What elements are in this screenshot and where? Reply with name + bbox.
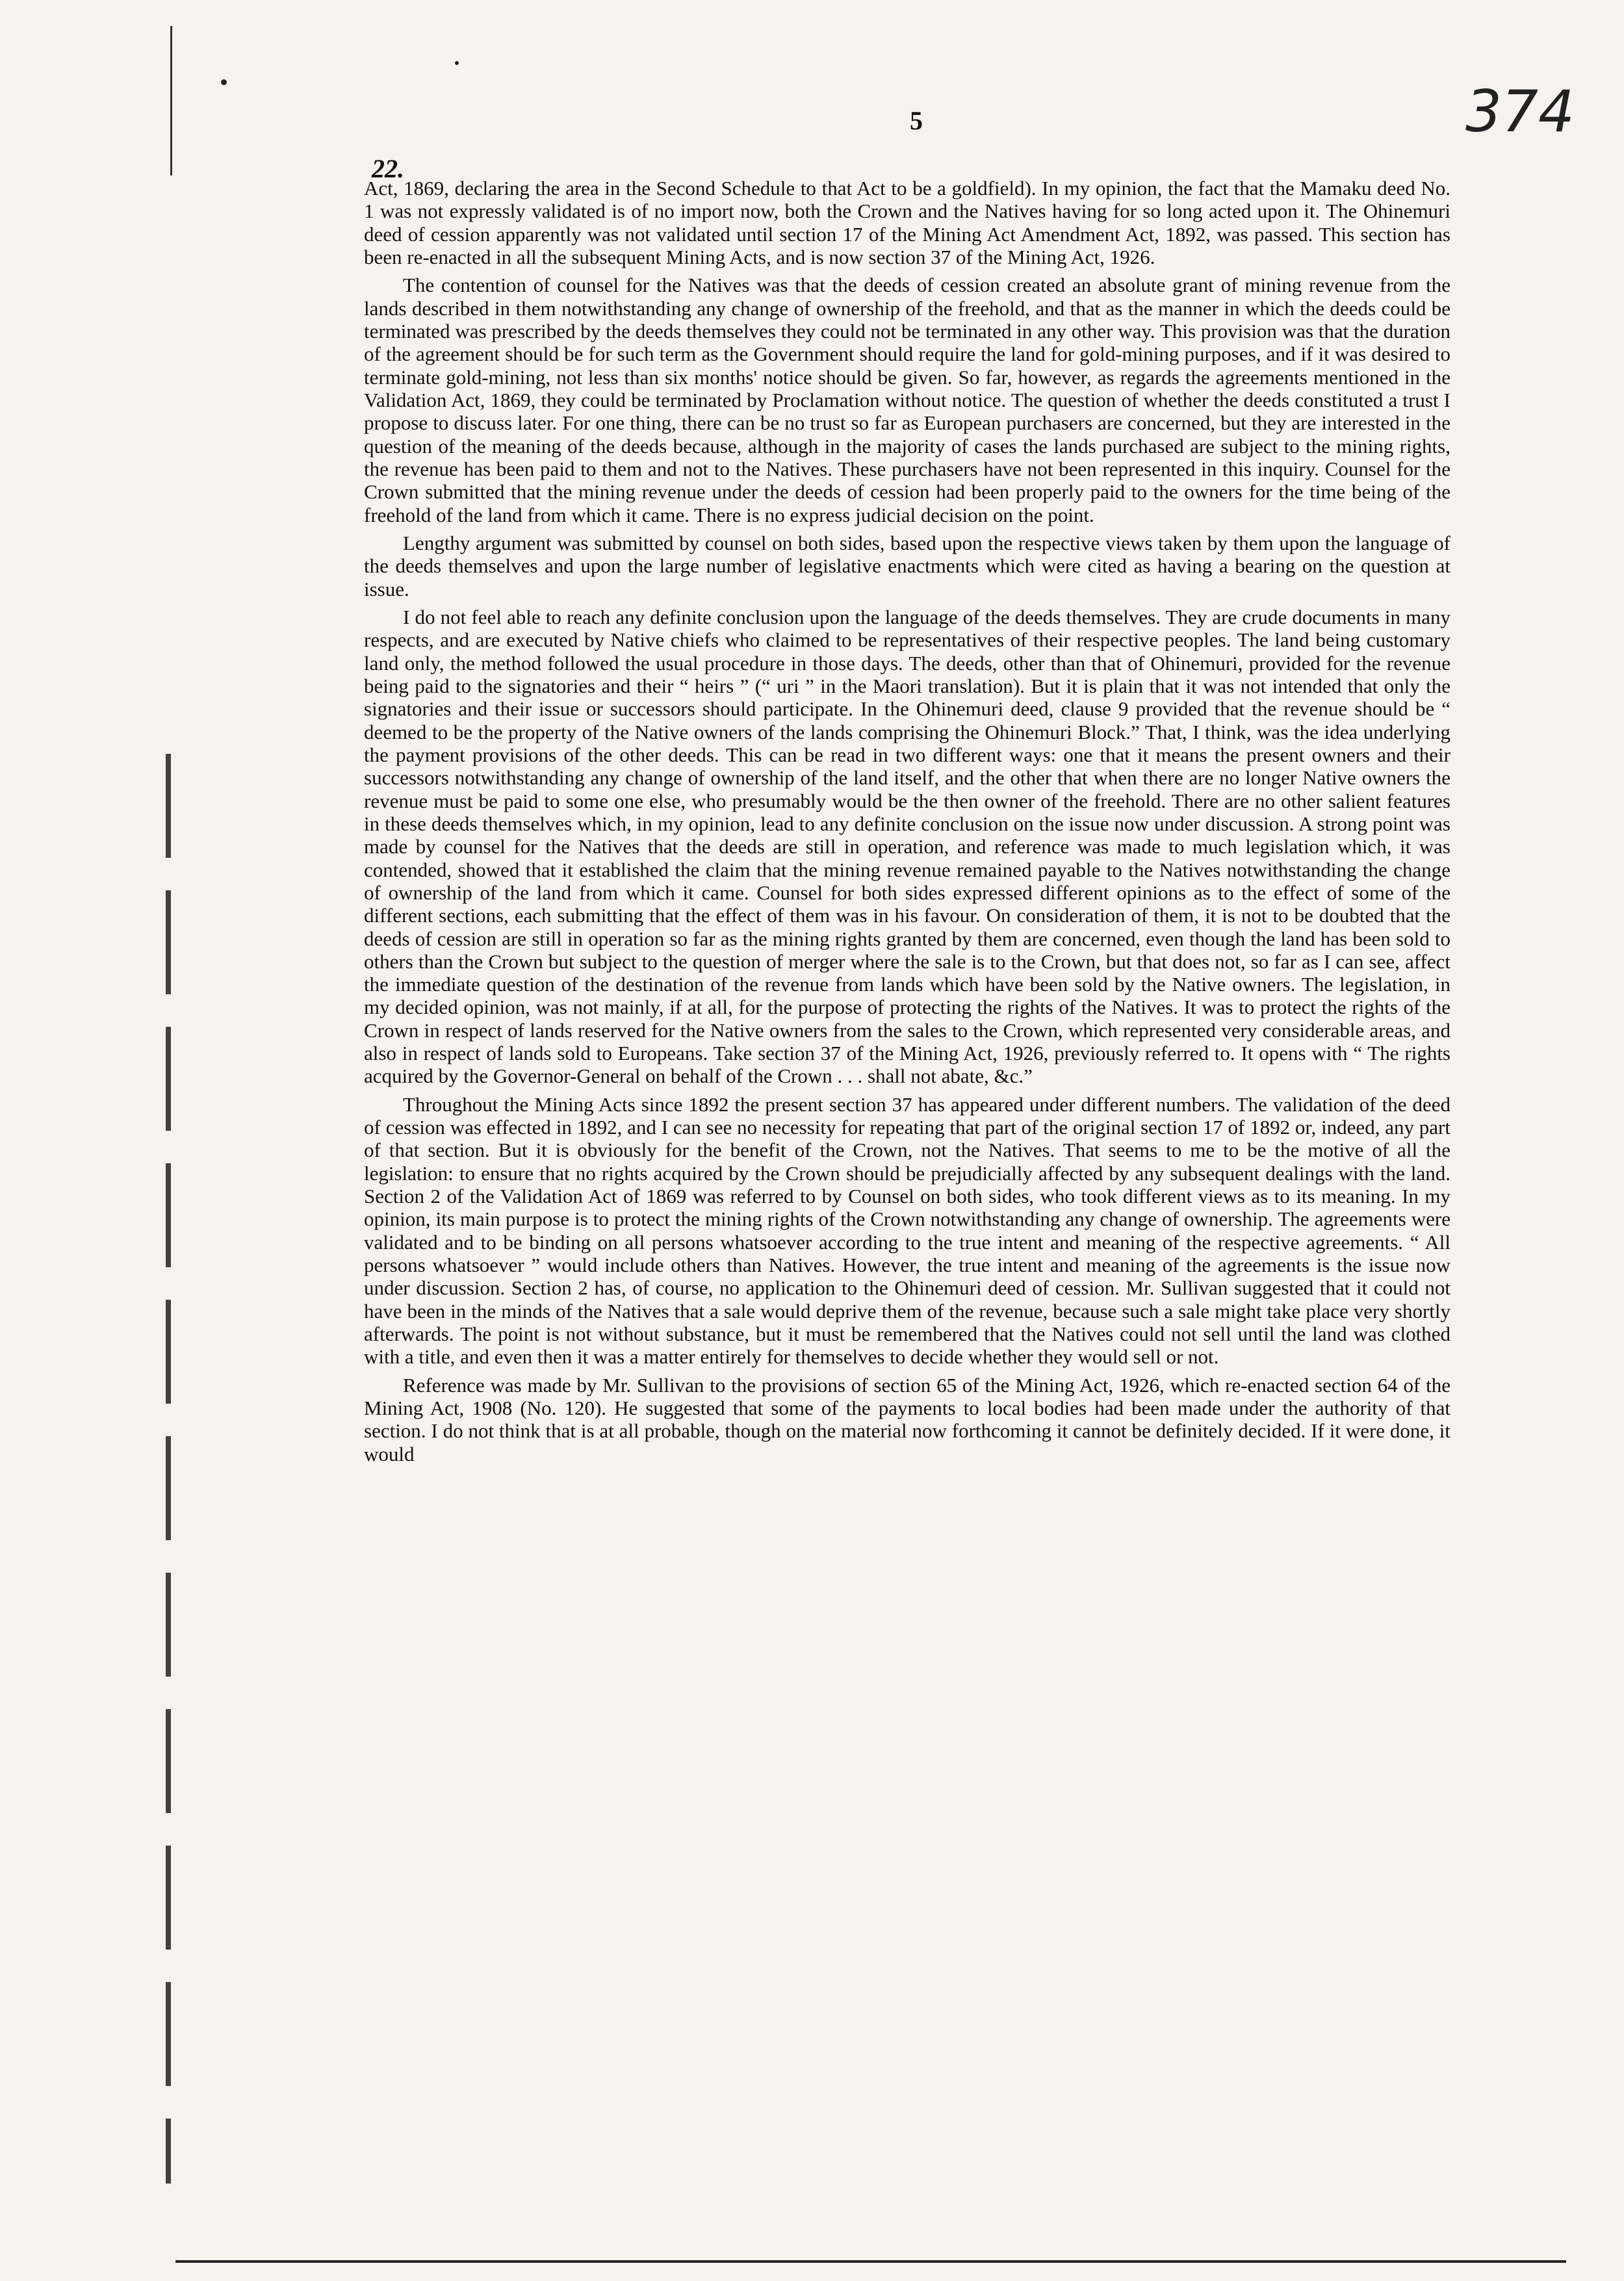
paragraph: Lengthy argument was submitted by counsel on both sides, based upon the respective views taken by them upon the language of the deeds themselves and upon the large number of legislative enactments which were cited as having a bearing on the question at issue. [364,531,1450,600]
binding-edge-mark [170,26,172,175]
report-body [364,177,1450,1471]
page-number: 5 [910,106,923,135]
bottom-rule [175,2260,1566,2263]
paragraph: The contention of counsel for the Natives was that the deeds of cession created an absolute grant of mining revenue from the lands described in them notwithstanding any change of ownership of the freehold, and that as the manner in which the deeds could be terminated was prescribed by the deeds themselves they could not be terminated in any other way. This provision was that the duration of the agreement should be for such term as the Government should require the land for gold-mining purposes, and if it was desired to terminate gold-mining, not less than six months' notice should be given. So far, however, as regards the agreements mentioned in the Validation Act, 1869, they could be terminated by Proclamation without notice. The question of whether the deeds constituted a trust I propose to discuss later. For one thing, there can be no trust so far as European purchasers are concerned, but they are interested in the question of the meaning of the deeds because, although in the majority of cases the lands purchased are subject to the mining rights, the revenue has been paid to them and not to the Natives. These purchasers have not been represented in this inquiry. Counsel for the Crown submitted that the mining revenue under the deeds of cession had been properly paid to the owners for the time being of the freehold of the land from which it came. There is no express judicial decision on the point. [364,274,1450,526]
handwritten-folio-number: 374 [1465,78,1575,145]
scan-speck [221,79,227,85]
handwritten-annotation: 22. [372,154,404,183]
binding-edge-shadow [166,754,171,2184]
scan-speck [455,61,459,65]
paragraph: Act, 1869, declaring the area in the Second Schedule to that Act to be a goldfield). In my opinion, the fact that the Mamaku deed No. 1 was not expressly validated is of no import now, both the Crown and the Natives having for so long acted upon it. The Ohinemuri deed of cession apparently was not validated until section 17 of the Mining Act Amendment Act, 1892, was passed. This section has been re-enacted in all the subsequent Mining Acts, and is now section 37 of the Mining Act, 1926. [364,177,1450,268]
paragraph: Reference was made by Mr. Sullivan to the provisions of section 65 of the Mining Act, 1926, which re-enacted section 64 of the Mining Act, 1908 (No. 120). He suggested that some of the payments to local bodies had been made under the authority of that section. I do not think that is at all probable, though on the material now forthcoming it cannot be definitely decided. If it were done, it would [364,1373,1450,1465]
paragraph: Throughout the Mining Acts since 1892 the present section 37 has appeared under different numbers. The validation of the deed of cession was effected in 1892, and I can see no necessity for repeating that part of the original section 17 of 1892 or, indeed, any part of that section. But it is obviously for the benefit of the Crown, not the Natives. That seems to me to be the motive of all the legislation: to ensure that no rights acquired by the Crown should be prejudicially affected by any subsequent dealings with the land. Section 2 of the Validation Act of 1869 was referred to by Counsel on both sides, who took different views as to its meaning. In my opinion, its main purpose is to protect the mining rights of the Crown notwithstanding any change of ownership. The agreements were validated and to be binding on all persons whatsoever according to the true intent and meaning of the respective agreements. “ All persons whatsoever ” would include others than Natives. However, the true intent and meaning of the agreements is the issue now under discussion. Section 2 has, of course, no application to the Ohinemuri deed of cession. Mr. Sullivan suggested that it could not have been in the minds of the Natives that a sale would deprive them of the revenue, because such a sale might take place very shortly afterwards. The point is not without substance, but it must be remembered that the Natives could not sell until the land was clothed with a title, and even then it was a matter entirely for themselves to decide whether they would sell or not. [364,1092,1450,1369]
paragraph: I do not feel able to reach any definite conclusion upon the language of the deeds themselves. They are crude documents in many respects, and are executed by Native chiefs who claimed to be representatives of their respective peoples. The land being customary land only, the method followed the usual procedure in those days. The deeds, other than that of Ohinemuri, provided for the revenue being paid to the signatories and their “ heirs ” (“ uri ” in the Maori translation). But it is plain that it was not intended that only the signatories and their issue or successors should participate. In the Ohinemuri deed, clause 9 provided that the revenue should be “ deemed to be the property of the Native owners of the lands comprising the Ohinemuri Block.” That, I think, was the idea underlying the payment provisions of the other deeds. This can be read in two different ways: one that it means the present owners and their successors notwithstanding any change of ownership of the land itself, and the other that when there are no longer Native owners the revenue must be paid to some one else, who presumably would be the then owner of the freehold. There are no other salient features in these deeds themselves which, in my opinion, lead to any definite conclusion on the issue now under discussion. A strong point was made by counsel for the Natives that the deeds are still in operation, and reference was made to much legislation which, it was contended, showed that it established the claim that the mining revenue remained payable to the Natives notwithstanding the change of ownership of the land from which it came. Counsel for both sides expressed different opinions as to the effect of some of the different sections, each submitting that the effect of them was in his favour. On consideration of them, it is not to be doubted that the deeds of cession are still in operation so far as the mining rights granted by them are concerned, even though the land has been sold to others than the Crown but subject to the question of merger where the sale is to the Crown, but that does not, so far as I can see, affect the immediate question of the destination of the revenue from lands which have been sold by the Native owners. The legislation, in my decided opinion, was not mainly, if at all, for the purpose of protecting the rights of the Natives. It was to protect the rights of the Crown in respect of lands reserved for the Native owners from the sales to the Crown, which represented very considerable areas, and also in respect of lands sold to Europeans. Take section 37 of the Mining Act, 1926, previously referred to. It opens with “ The rights acquired by the Governor-General on behalf of the Crown . . . shall not abate, &c.” [364,605,1450,1088]
